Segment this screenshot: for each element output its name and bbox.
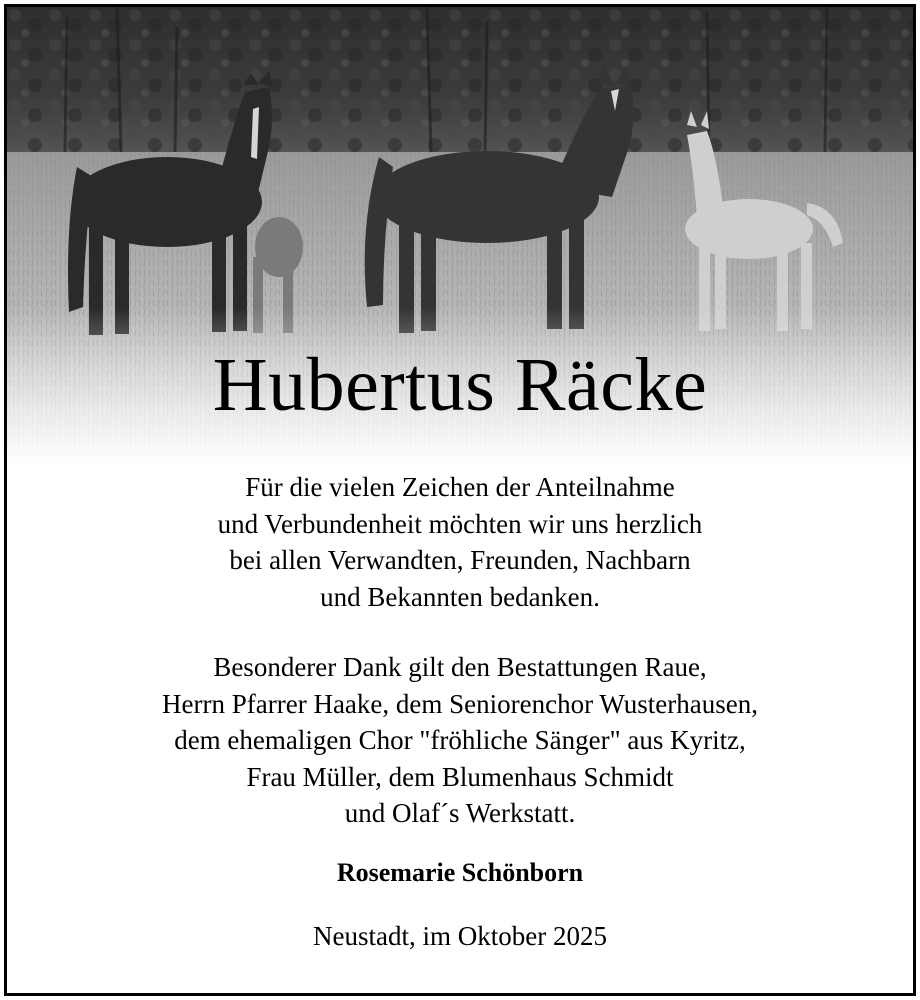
special-thanks-line: und Olaf´s Werkstatt. (344, 798, 576, 828)
special-thanks-line: Herrn Pfarrer Haake, dem Seniorenchor Wusterhausen, (162, 688, 758, 719)
special-thanks-line: dem ehemaligen Chor "fröhliche Sänger" aus Kyritz, (174, 725, 746, 755)
place-and-date: Neustadt, im Oktober 2025 (313, 921, 607, 951)
thanks-line: bei allen Verwandten, Freunden, Nachbarn (229, 545, 691, 575)
thanks-line: und Bekannten bedanken. (320, 581, 600, 612)
deceased-name: Hubertus Räcke (212, 343, 708, 427)
signature: Rosemarie Schönborn (336, 858, 584, 887)
special-thanks-line: Frau Müller, dem Blumenhaus Schmidt (246, 761, 674, 792)
special-thanks-paragraph (7, 649, 913, 832)
special-thanks-line: Besonderer Dank gilt den Bestattungen Raue, (213, 652, 707, 682)
obituary-notice (4, 4, 916, 996)
thanks-line: und Verbundenheit möchten wir uns herzlich (217, 508, 703, 539)
thanks-line: Für die vielen Zeichen der Anteilnahme (245, 472, 675, 502)
thanks-paragraph (7, 469, 913, 615)
